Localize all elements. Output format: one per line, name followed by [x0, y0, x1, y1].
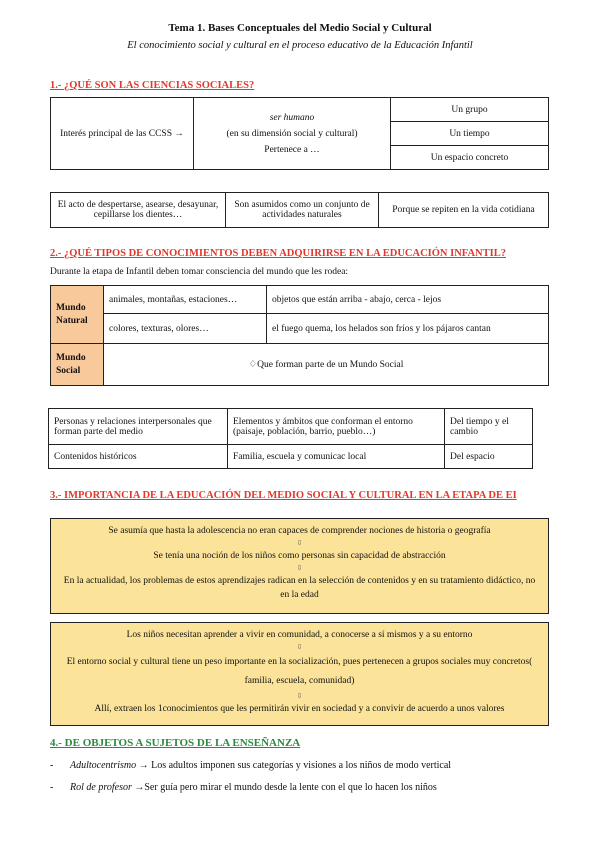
- social-contents-table: [48, 408, 533, 469]
- box2-line-3: Allí, extraen los 1conocimientos que les permitirán vivir en sociedad y a convivir de acuerdo a unos valores: [94, 704, 505, 714]
- social-contents-cell-1-1: Personas y relaciones interpersonales que forman parte del medio: [49, 409, 228, 445]
- daily-acts-cell-2: Son asumidos como un conjunto de actividades naturales: [226, 193, 379, 228]
- list-text: → Los adultos imponen sus categorías y visiones a los niños de modo vertical: [136, 760, 452, 771]
- natural-world-label: Mundo Natural: [51, 286, 104, 344]
- ccss-table: [50, 97, 549, 170]
- section1-heading: 1.- ¿QUÉ SON LAS CIENCIAS SOCIALES?: [50, 80, 255, 91]
- section4-heading: 4.- DE OBJETOS A SUJETOS DE LA ENSEÑANZA: [50, 737, 301, 749]
- social-contents-cell-2-2: Familia, escuela y comunicac local: [228, 445, 445, 469]
- box1-line-1: Se asumía que hasta la adolescencia no eran capaces de comprender nociones de historia o geografía: [108, 526, 491, 536]
- section3-heading: 3.- IMPORTANCIA DE LA EDUCACIÓN DEL MEDIO SOCIAL Y CULTURAL EN LA ETAPA DE EI: [50, 490, 517, 501]
- document-subtitle: El conocimiento social y cultural en el proceso educativo de la Educación Infantil: [127, 40, 473, 51]
- natural-cell-2-2: el fuego quema, los helados son fríos y los pájaros cantan: [267, 314, 549, 344]
- box2-line-1: Los niños necesitan aprender a vivir en comunidad, a conocerse a sí mismos y a su entorno: [126, 630, 473, 640]
- natural-cell-1-1: animales, montañas, estaciones…: [104, 286, 267, 314]
- ccss-human-cell: [194, 98, 391, 170]
- natural-cell-1-2: objetos que están arriba - abajo, cerca - lejos: [267, 286, 549, 314]
- daily-acts-cell-1: El acto de despertarse, asearse, desayunar, cepillarse los dientes…: [51, 193, 226, 228]
- list-term: Rol de profesor: [70, 782, 132, 793]
- list-item: [50, 760, 451, 771]
- importance-box-2: [50, 622, 549, 726]
- importance-box-1: [50, 518, 549, 614]
- box2-line-2: El entorno social y cultural tiene un peso importante en la socialización, pues pertenecen a grupos sociales muy concretos( familia, escuela, comunidad): [66, 657, 533, 686]
- daily-acts-table: [50, 192, 549, 228]
- down-arrow-icon: ⇩: [296, 539, 303, 547]
- social-contents-cell-2-3: Del espacio: [445, 445, 533, 469]
- social-contents-cell-1-3: Del tiempo y el cambio: [445, 409, 533, 445]
- social-world-label: Mundo Social: [51, 344, 104, 386]
- daily-acts-cell-3: Porque se repiten en la vida cotidiana: [379, 193, 549, 228]
- social-world-text: ♢Que forman parte de un Mundo Social: [104, 344, 549, 386]
- document-title: Tema 1. Bases Conceptuales del Medio Social y Cultural: [168, 22, 432, 34]
- down-arrow-icon: ⇩: [296, 643, 303, 651]
- section2-intro: Durante la etapa de Infantil deben tomar consciencia del mundo que les rodea:: [50, 267, 349, 277]
- box1-line-2: Se tenía una noción de los niños como personas sin capacidad de abstracción: [153, 551, 446, 561]
- natural-cell-2-1: colores, texturas, olores…: [104, 314, 267, 344]
- social-contents-cell-2-1: Contenidos históricos: [49, 445, 228, 469]
- worlds-table: [50, 285, 549, 386]
- down-arrow-icon: ⇩: [296, 564, 303, 572]
- ccss-interest-cell: Interés principal de las CCSS →: [51, 98, 194, 170]
- down-arrow-icon: ⇩: [296, 692, 303, 700]
- list-text: →Ser guía pero mirar el mundo desde la lente con el que lo hacen los niños: [131, 782, 437, 793]
- ccss-human-line2: (en su dimensión social y cultural): [226, 128, 358, 139]
- ccss-human-line3: Pertenece a …: [264, 144, 320, 155]
- ccss-group-cell: Un grupo: [391, 98, 549, 122]
- list-term: Adultocentrismo: [70, 760, 137, 771]
- section2-heading: 2.- ¿QUÉ TIPOS DE CONOCIMIENTOS DEBEN ADQUIRIRSE EN LA EDUCACIÓN INFANTIL?: [50, 248, 506, 259]
- ccss-time-cell: Un tiempo: [391, 122, 549, 146]
- social-contents-cell-1-2: Elementos y ámbitos que conforman el entorno (paisaje, población, barrio, pueblo…): [228, 409, 445, 445]
- ccss-space-cell: Un espacio concreto: [391, 146, 549, 170]
- box1-line-3: En la actualidad, los problemas de estos aprendizajes radican en la selección de contenidos y en su tratamiento didáctico, no en la edad: [63, 576, 536, 600]
- list-dash: -: [50, 760, 54, 771]
- list-item: [50, 782, 437, 793]
- ccss-human-italic: ser humano: [269, 112, 315, 123]
- list-dash: -: [50, 782, 54, 793]
